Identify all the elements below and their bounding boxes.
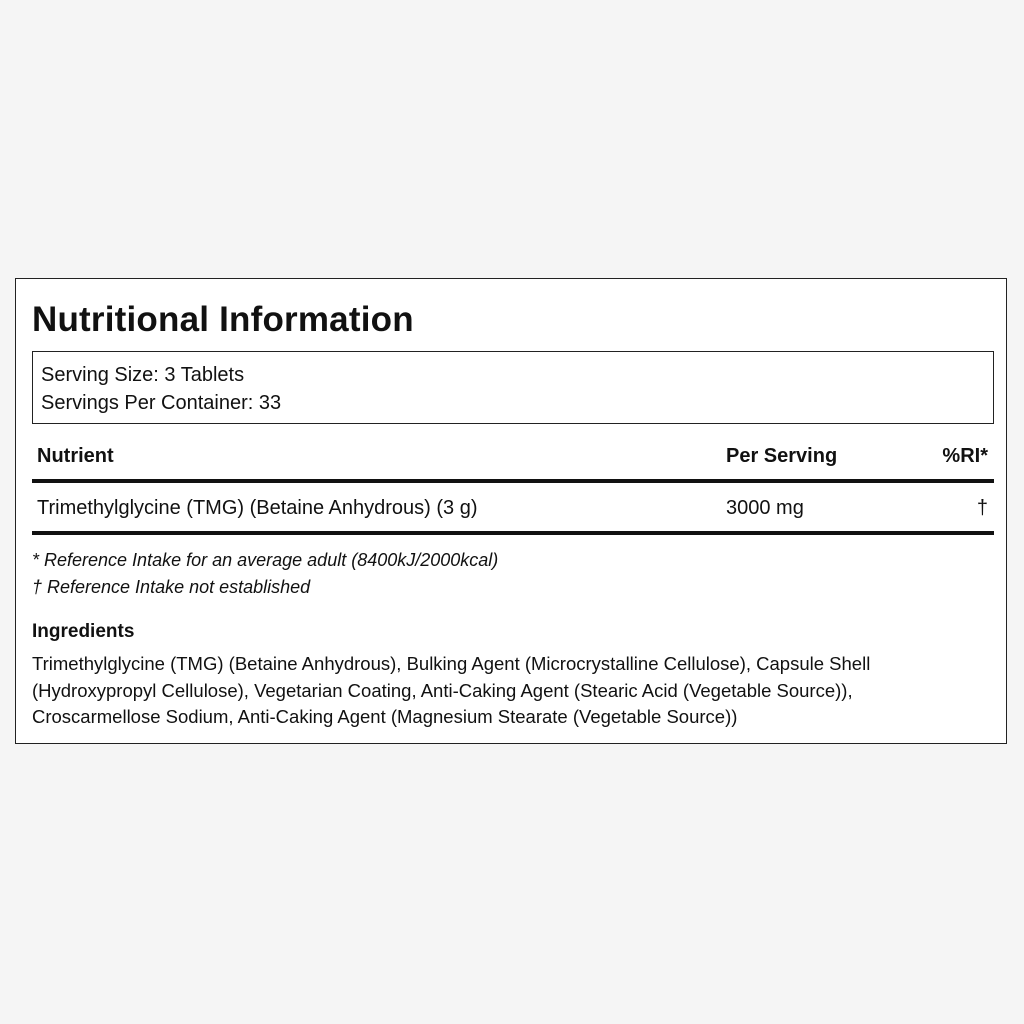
footnote-reference-intake: * Reference Intake for an average adult (8400kJ/2000kcal) <box>32 550 499 570</box>
nutrition-panel <box>15 278 1007 744</box>
header-ri: %RI* <box>942 445 988 467</box>
nutrient-table <box>32 439 994 535</box>
table-header-row <box>32 439 994 483</box>
footnote-not-established: † Reference Intake not established <box>32 577 311 597</box>
table-row <box>32 483 994 535</box>
serving-size: Serving Size: 3 Tablets <box>41 364 245 386</box>
nutrient-name: Trimethylglycine (TMG) (Betaine Anhydrous) (3 g) <box>37 497 478 519</box>
nutrient-ri: † <box>976 497 988 519</box>
servings-per-container: Servings Per Container: 33 <box>41 392 282 414</box>
ingredients-text: Trimethylglycine (TMG) (Betaine Anhydrous), Bulking Agent (Microcrystalline Cellulose), Capsule Shell (Hydroxypropyl Cellulose), Vegetarian Coating, Anti-Caking Agent (Stearic Acid (Vegetable Source)), Croscarmellose Sodium, Anti-Caking Agent (Magnesium Stearate (Vegetable Source)) <box>32 653 871 727</box>
header-per-serving: Per Serving <box>726 445 838 467</box>
panel-title: Nutritional Information <box>32 300 414 339</box>
footnotes <box>32 547 498 601</box>
serving-info-box <box>32 351 994 424</box>
header-nutrient: Nutrient <box>37 445 114 467</box>
nutrient-per-serving: 3000 mg <box>726 497 804 519</box>
ingredients-heading: Ingredients <box>32 621 135 642</box>
